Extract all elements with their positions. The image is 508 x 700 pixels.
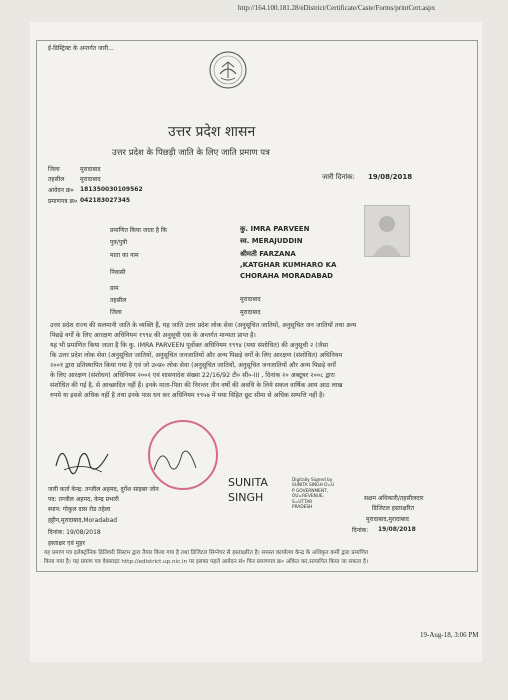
body-line: के लिए आरक्षण (संशोधन) अधिनियम २००२ एवं शासनादेश संख्या 22/16/92 टी० सी०-III , दिनांक २० अक्टूबर २००८ द्वारा <box>50 372 335 379</box>
digital-signature-detail: SUNITA SINGH O=U <box>292 483 335 489</box>
issuer-line: पद: तन्जील अहमद, केन्द्र प्रभारी <box>48 496 119 503</box>
authority-line: मुरादाबाद,मुरादाबाद <box>366 516 409 523</box>
certificate-number: 042183027345 <box>80 197 131 204</box>
body-line: संशोधित की गई है, से आच्छादित नहीं हैं। इनके माता-पिता की निरन्तर तीन वर्षों की अवधि के लिये सकल वार्षिक आय आठ लाख <box>50 382 343 389</box>
issuer-date: दिनांक: 19/08/2018 <box>48 529 101 536</box>
tehsil-value: मुरादाबाद <box>240 296 261 303</box>
meta-label: आवेदन क्र० <box>48 187 74 194</box>
detail-label: जिला <box>110 309 122 316</box>
body-line: कि उत्तर प्रदेश लोक सेवा (अनुसूचित जातियों, अनुसूचित जनजातियों और अन्य पिछड़े वर्गों के लिए आरक्षण (संशोधित) अधिनियम <box>50 352 343 359</box>
print-timestamp: 19-Aug-18, 3:06 PM <box>420 631 479 639</box>
detail-label: ग्राम <box>110 285 119 292</box>
address-line-1: ,KATGHAR KUMHARO KA <box>240 261 337 269</box>
issue-date: 19/08/2018 <box>368 173 413 181</box>
detail-label: माता का नाम <box>110 252 139 259</box>
detail-label: तहसील <box>110 297 127 304</box>
digital-signature-name: SUNITA <box>228 476 268 489</box>
digital-signature-detail: P GOVERNMENT, <box>292 488 329 494</box>
address-line-2: CHORAHA MORADABAD <box>240 272 333 280</box>
meta-label: प्रमाणपत्र क्र० <box>48 198 78 205</box>
handwritten-signature-icon <box>52 436 112 480</box>
digital-signature-detail: PRADESH <box>292 505 313 511</box>
district-value: मुरादाबाद <box>240 309 261 316</box>
body-line: रुपये या इससे अधिक नहीं है तथा इनके पास धन कर अधिनियम १९५७ में यथा विहित छूट सीमा से अधिक सम्पत्ति नहीं है। <box>50 392 325 399</box>
issuer-line: हट्टीन,मुरादाबाद,Moradabad <box>48 517 118 524</box>
issuer-line: जारी कर्ता केन्द्र: तन्जील अहमद, दुर्गेश साइबर जोन <box>48 486 159 493</box>
footer-note: यह प्रमाण पत्र इलेक्ट्रॉनिक डिलिवरी सिस्टम द्वारा तैयार किया गया है तथा डिजिटल सिग्नेचर से हस्ताक्षरित है। समस्त कार्यालय केन्द्र के अधिकृत कर्मी द्वारा प्रमाणित <box>44 550 369 556</box>
mother-name: श्रीमती FARZANA <box>240 250 296 258</box>
authority-line: सक्षम अधिकारी/तहसीलदार <box>364 495 424 502</box>
detail-label: निवासी <box>110 269 126 276</box>
body-line: यह भी प्रमाणित किया जाता है कि कु. IMRA PARVEEN पूर्वोक्त अधिनियम १९९४ (यथा संशोधित) की अनुसूची २ (जैसा <box>50 342 329 349</box>
body-line: पिछड़े वर्गों के लिए आरक्षण अधिनियम १९९४ की अनुसूची एक के अन्तर्गत मान्यता प्राप्त है। <box>50 332 256 339</box>
body-line: २००१ द्वारा प्रतिस्थापित किया गया है एवं जो उ०प्र० लोक सेवा (अनुसूचित जातियों, अनुसूचित जनजातियों और अन्य पिछड़े वर्गों <box>50 362 336 369</box>
browser-url: http://164.100.181.28/eDistrict/Certificate/Caste/Forms/printCert.aspx <box>238 4 436 12</box>
digital-signature-name: SINGH <box>228 491 264 504</box>
authority-date: 19/08/2018 <box>378 526 416 533</box>
father-name: स्व. MERAJUDDIN <box>240 237 303 245</box>
detail-label: पुत्र/पुत्री <box>110 239 128 246</box>
body-line: उत्तर प्रदेश राज्य की सलमानी जाति के व्यक्ति हैं, यह जाति उत्तर प्रदेश लोक सेवा (अनुसूचित जातियों, अनुसूचित जन जातियों तथा अन्य <box>50 322 357 329</box>
authority-line: डिजिटल हस्ताक्षरित <box>372 505 414 512</box>
digital-signature-detail: S=UTTAR <box>292 499 313 505</box>
meta-value: मुरादाबाद <box>80 166 101 173</box>
digital-signature-detail: Digitally Signed by <box>292 478 333 483</box>
top-note: ई-डिस्ट्रिक्ट के अन्तर्गत जारी... <box>48 45 114 52</box>
certificate-subtitle: उत्तर प्रदेश के पिछड़ी जाति के लिए जाति प्रमाण पत्र <box>112 148 270 158</box>
digital-signature-detail: OU=REVENUE, <box>292 494 324 500</box>
meta-label: तहसील <box>48 176 65 183</box>
meta-label: जिला <box>48 166 60 173</box>
handwritten-signature-icon <box>150 440 200 480</box>
up-government-emblem-icon <box>208 50 248 90</box>
issuer-line: हस्ताक्षर एवं मुहर <box>48 540 85 547</box>
applicant-name: कु. IMRA PARVEEN <box>240 225 310 233</box>
footer-note: किया गया है। यह प्रमाण पत्र वेबसाइट http://edistrict.up.nic.in पर इसका पहले आवेदन सं० फिर प्रमाणपत्र क्र० अंकित कर,सत्यापित किया जा सकता है। <box>44 559 369 565</box>
digital-signature-details <box>292 478 334 510</box>
applicant-photo <box>364 205 410 257</box>
issue-date-label: जारी दिनांक: <box>322 173 355 181</box>
application-number: 181350030109562 <box>80 186 143 193</box>
authority-date-label: दिनांक: <box>352 527 369 534</box>
meta-value: मुरादाबाद <box>80 176 101 183</box>
government-title: उत्तर प्रदेश शासन <box>168 124 256 140</box>
detail-label: प्रमाणित किया जाता है कि <box>110 227 168 234</box>
issuer-line: स्थान: गोकुल दास रोड तहेला <box>48 506 111 513</box>
